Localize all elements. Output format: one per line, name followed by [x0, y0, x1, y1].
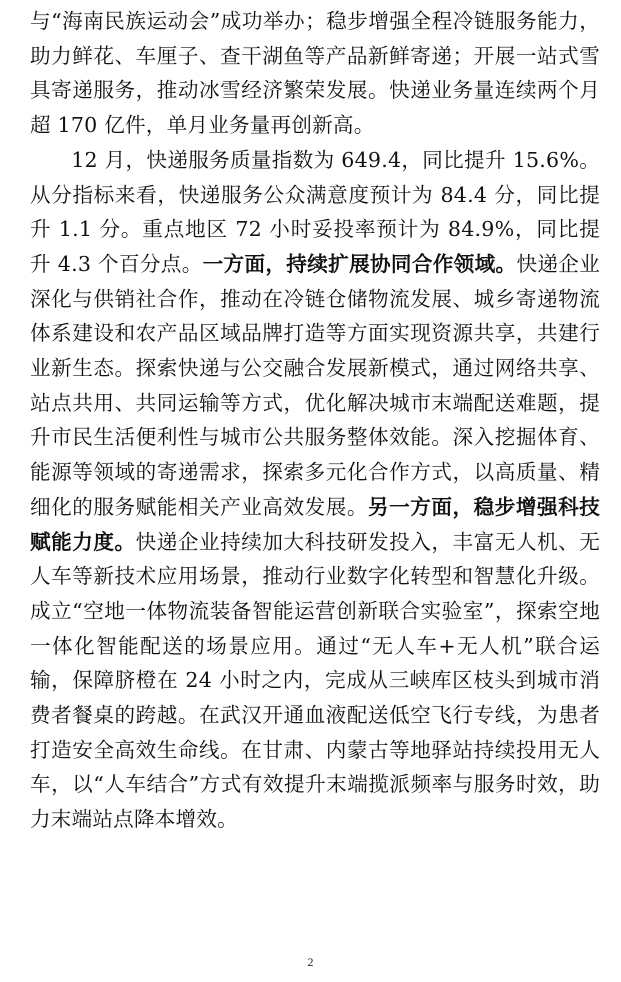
bold-heading-one-side: 一方面，持续扩展协同合作领域。: [202, 251, 517, 276]
page-number: 2: [307, 955, 314, 969]
bold-heading-other-side: 另一方面，稳步增强科技赋能力度。: [30, 494, 600, 554]
paragraph-2-text-intro: 12 月，快递服务质量指数为 649.4，同比提升 15.6%。从分指标来看，快递服务公众满意度预计为 84.4 分，同比提升 1.1 分。重点地区 72 小时妥投率预计为 84.9%，同比提升 4.3 个百分点。: [30, 147, 600, 276]
paragraph-2-text-cooperation: 快递企业深化与供销社合作，推动在冷链仓储物流发展、城乡寄递物流体系建设和农产品区域品牌打造等方面实现资源共享，共建行业新生态。探索快递与公交融合发展新模式，通过网络共享、站点共用、共同运输等方式，优化解决城市末端配送难题，提升市民生活便利性与城市公共服务整体效能。深入挖掘体育、能源等领域的寄递需求，探索多元化合作方式，以高质量、精细化的服务赋能相关产业高效发展。: [30, 251, 600, 519]
paragraph-1: [30, 4, 600, 143]
body-text: [30, 4, 600, 837]
paragraph-1-text: 与“海南民族运动会”成功举办；稳步增强全程冷链服务能力，助力鲜花、车厘子、查干湖鱼等产品新鲜寄递；开展一站式雪具寄递服务，推动冰雪经济繁荣发展。快递业务量连续两个月超 170 亿件，单月业务量再创新高。: [30, 9, 600, 138]
paragraph-2-text-technology: 快递企业持续加大科技研发投入，丰富无人机、无人车等新技术应用场景，推动行业数字化转型和智慧化升级。成立“空地一体物流装备智能运营创新联合实验室”，探索空地一体化智能配送的场景应用。通过“无人车+无人机”联合运输，保障脐橙在 24 小时之内，完成从三峡库区枝头到城市消费者餐桌的跨越。在武汉开通血液配送低空飞行专线，为患者打造安全高效生命线。在甘肃、内蒙古等地驿站持续投用无人车，以“人车结合”方式有效提升末端揽派频率与服务时效，助力末端站点降本增效。: [30, 529, 601, 832]
paragraph-2: [30, 143, 600, 837]
